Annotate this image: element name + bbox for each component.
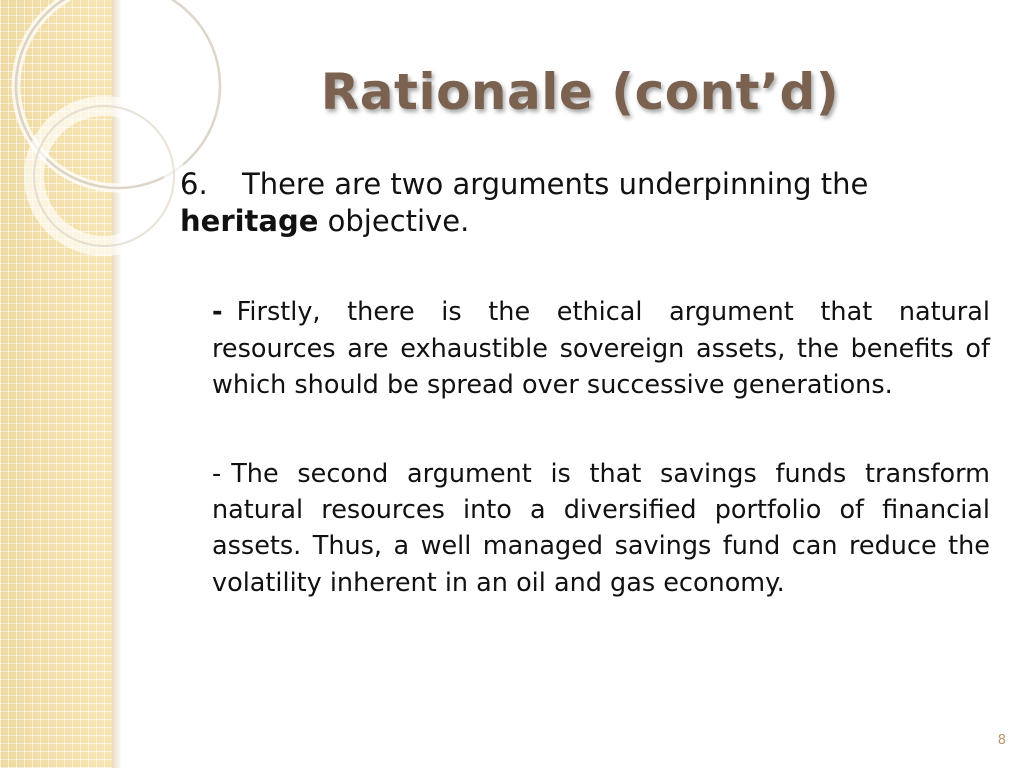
bullet-dash: - [212, 458, 222, 489]
bullet-dash: - [212, 297, 223, 328]
bullet-first-argument [212, 294, 990, 403]
bullet-second-argument [212, 456, 990, 602]
point-bold-word: heritage [180, 204, 319, 239]
bullet-text: The second argument is that savings funds transform natural resources into a diversified portfolio of financial assets. Thus, a well managed savings fund can reduce the volatility inherent in an oil and gas economy. [212, 458, 990, 598]
bullet-text: Firstly, there is the ethical argument that natural resources are exhaustible sovereign assets, the benefits of which should be spread over successive generations. [212, 297, 990, 401]
point-text-before: There are two arguments underpinning the [242, 167, 869, 201]
page-number: 8 [997, 733, 1006, 748]
slide-title: Rationale (cont’d) [320, 63, 840, 121]
main-point [180, 166, 990, 240]
slide-content [180, 166, 990, 601]
point-text-after: objective. [318, 204, 470, 239]
point-number: 6. [180, 167, 208, 201]
